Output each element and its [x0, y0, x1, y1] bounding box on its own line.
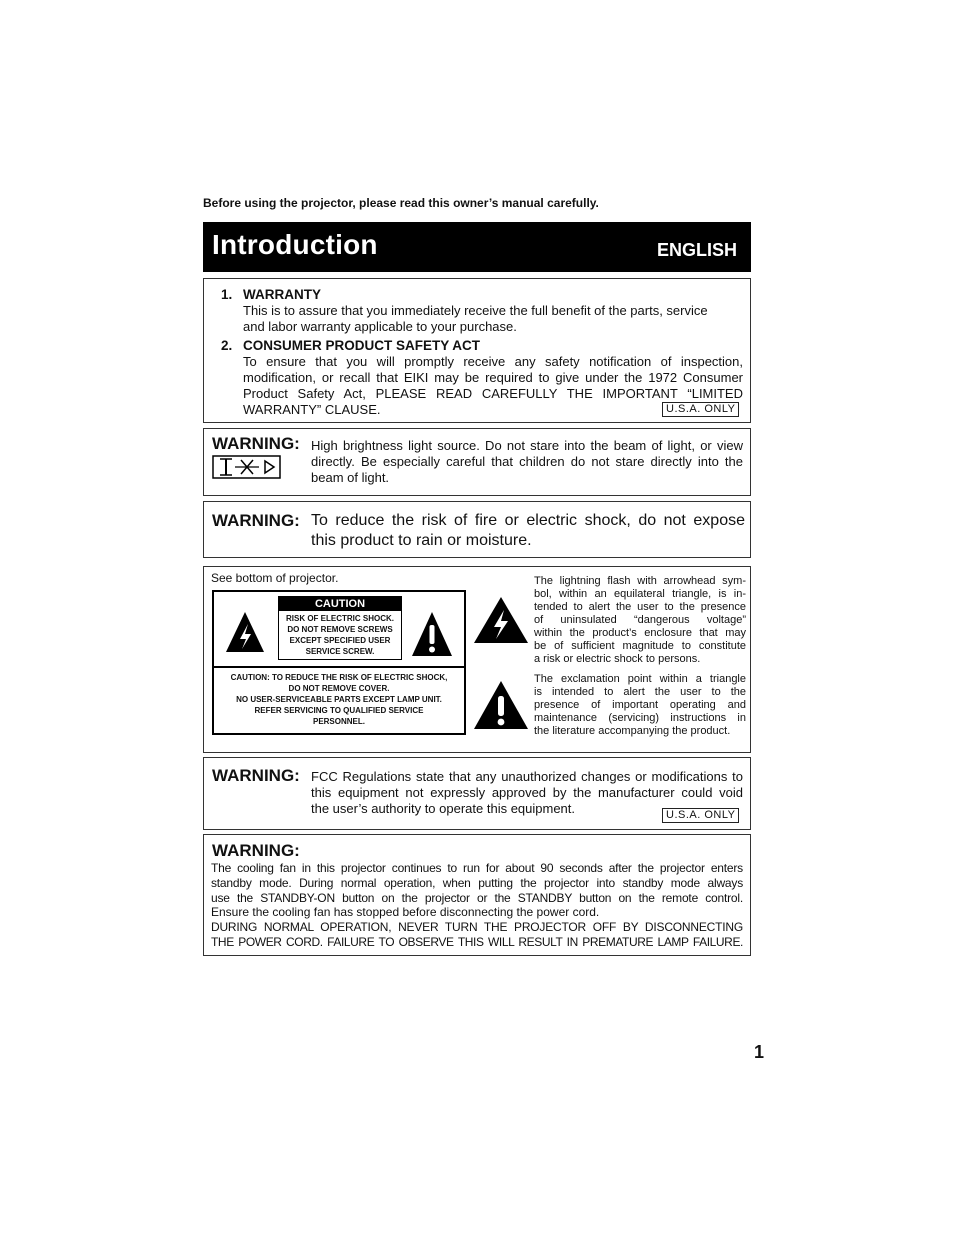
region-tag: U.S.A. ONLY: [662, 808, 739, 823]
text-line: DO NOT REMOVE COVER.: [288, 684, 390, 693]
text-line: is intended to alert the user to the: [534, 686, 746, 698]
text-line: modification, or recall that EIKI may be required to give under the 1972 Consumer: [243, 370, 743, 385]
page-number: 1: [754, 1042, 765, 1062]
text-line: the user’s authority to operate this equipment.: [311, 801, 576, 816]
text-line: This is to assure that you immediately receive the full benefit of the parts, service: [243, 303, 708, 318]
text-line: FCC Regulations state that any unauthorized changes or modifications to: [311, 769, 743, 784]
text-line: beam of light.: [311, 470, 390, 485]
text-line: within the product’s enclosure that may: [534, 627, 746, 639]
page-title: Introduction: [212, 229, 378, 260]
text-line: REFER SERVICING TO QUALIFIED SERVICE: [254, 706, 424, 715]
section-header: [203, 222, 751, 272]
text-line: DO NOT REMOVE SCREWS: [287, 625, 393, 634]
exclamation-triangle-icon: [410, 610, 454, 658]
laser-warning-icon: [212, 455, 282, 479]
warning-label: WARNING:: [212, 766, 300, 785]
label-divider: [214, 666, 464, 668]
text-line: EXCEPT SPECIFIED USER: [289, 636, 391, 645]
lightning-explanation: [534, 575, 746, 666]
text-line: THE POWER CORD. FAILURE TO OBSERVE THIS WILL RESULT IN PREMATURE LAMP FAILURE.: [211, 934, 743, 949]
text-line: standby mode. During normal operation, when putting the projector into standby mode always: [211, 875, 743, 890]
text-line: presence of important operating and: [534, 699, 746, 711]
text-line: To reduce the risk of fire or electric shock, do not expose: [311, 512, 745, 529]
warning-label: WARNING:: [212, 841, 300, 860]
text-line: WARRANTY” CLAUSE.: [243, 402, 381, 417]
caution-title: CAUTION: [279, 597, 401, 611]
text-line: directly. Be especially careful that children do not stare directly into the: [311, 454, 743, 469]
caution-panel: [278, 596, 402, 660]
text-line: NO USER-SERVICEABLE PARTS EXCEPT LAMP UNIT.: [236, 695, 442, 704]
text-line: SERVICE SCREW.: [305, 647, 375, 656]
preface-note: Before using the projector, please read this owner’s manual carefully.: [203, 196, 599, 210]
text-line: CAUTION: TO REDUCE THE RISK OF ELECTRIC SHOCK,: [230, 673, 448, 682]
warning-fan-section: [203, 834, 751, 956]
text-line: use the STANDBY-ON button on the projector or the STANDBY button on the remote control.: [211, 890, 743, 905]
item-number: 1.: [221, 287, 233, 302]
text-line: High brightness light source. Do not stare into the beam of light, or view: [311, 438, 743, 453]
text-line: and labor warranty applicable to your purchase.: [243, 319, 517, 334]
warranty-text: [243, 303, 743, 335]
text-line: this product to rain or moisture.: [311, 532, 532, 549]
warning-light-text: [311, 438, 743, 486]
safety-act-heading: CONSUMER PRODUCT SAFETY ACT: [243, 338, 481, 353]
warning-shock-section: [203, 501, 751, 558]
text-line: of uninsulated “dangerous voltage”: [534, 614, 746, 626]
text-line: PERSONNEL.: [312, 717, 365, 726]
text-line: RISK OF ELECTRIC SHOCK.: [285, 614, 394, 623]
region-tag: U.S.A. ONLY: [662, 402, 739, 417]
text-line: The cooling fan in this projector continues to run for about 90 seconds after the projector enters: [211, 861, 743, 875]
warning-fan-text: [211, 861, 743, 950]
text-line: be of sufficient magnitude to constitute: [534, 640, 746, 652]
caution-label-section: [203, 566, 751, 753]
see-bottom-note: See bottom of projector.: [211, 571, 339, 585]
text-line: The lightning flash with arrowhead sym-: [534, 575, 746, 587]
text-line: The exclamation point within a triangle: [534, 673, 746, 685]
text-line: To ensure that you will promptly receive any safety notification of inspection,: [243, 354, 743, 369]
text-line: tended to alert the user to the presence: [534, 601, 746, 613]
lightning-triangle-icon: [472, 595, 530, 645]
exclamation-explanation: [534, 673, 746, 738]
item-number: 2.: [221, 338, 233, 353]
warning-fcc-section: [203, 757, 751, 830]
warranty-section: [203, 278, 751, 423]
text-line: a risk or electric shock to persons.: [534, 653, 701, 665]
caution-label-image: [212, 590, 466, 735]
warning-label: WARNING:: [212, 511, 300, 530]
caution-text: [279, 611, 401, 657]
text-line: bol, within an equilateral triangle, is in-: [534, 588, 746, 600]
warning-shock-text: [311, 511, 745, 551]
language-label: ENGLISH: [656, 240, 737, 260]
text-line: DURING NORMAL OPERATION, NEVER TURN THE PROJECTOR OFF BY DISCONNECTING: [211, 920, 743, 935]
text-line: Product Safety Act, PLEASE READ CAREFULLY THE IMPORTANT “LIMITED: [243, 386, 743, 401]
warning-light-section: [203, 428, 751, 496]
exclamation-triangle-icon: [472, 679, 530, 731]
text-line: maintenance (servicing) instructions in: [534, 712, 746, 724]
text-line: this equipment not expressly approved by the manufacturer could void: [311, 785, 743, 800]
warranty-heading: WARRANTY: [243, 287, 321, 302]
text-line: Ensure the cooling fan has stopped before disconnecting the power cord.: [211, 905, 600, 920]
warning-label: WARNING:: [212, 434, 300, 453]
lightning-triangle-icon: [224, 610, 266, 654]
caution-bottom-text: [214, 672, 464, 727]
text-line: the literature accompanying the product.: [534, 725, 731, 737]
